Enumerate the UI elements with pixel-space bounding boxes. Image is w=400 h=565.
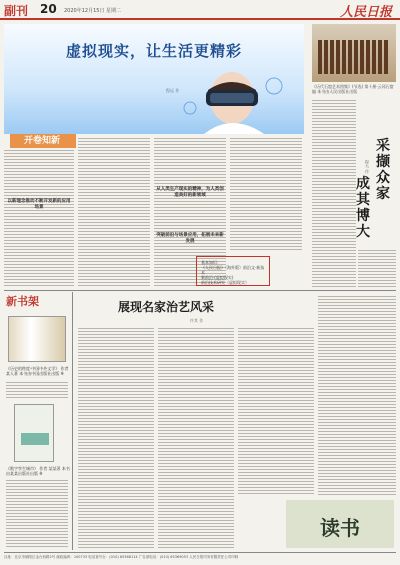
right-author: 程大 作 [365,160,370,174]
vr-headset-figure [174,68,294,134]
main-text-col2 [158,326,234,550]
reading-corner-logo [286,500,394,548]
book-cover-2 [14,404,54,462]
main-text-col3 [238,326,314,496]
page-header [0,0,400,20]
article-text-col1 [4,148,74,288]
book1-caption: 《历史的跨度·中国中外文学》 作者 某人著 本书由中国出版社出版 ※ [6,366,69,376]
subhead-1: 以新理念推动不断开发新的应用场景 [7,199,71,210]
article-text-col2 [78,136,150,288]
book1-text [6,380,68,400]
new-books-label: 新书架 [6,295,39,308]
book2-caption: 《数字孪生城市》 作者 某某著 本书由某某出版社出版 ※ [6,466,70,476]
masthead-logo: 人民日报 [339,5,392,20]
hero-credit: 程远 作 [166,88,180,93]
main-article-title: 展现名家治艺风采 [118,300,215,314]
reading-corner-label: 读书 [320,516,360,540]
section-name: 副刊 [4,4,29,18]
column-divider [72,292,73,550]
subhead-2: 从人类生产现实的精神，为人类创造美好的新领域 [156,187,224,198]
book-cover-1 [8,316,66,362]
notice-box: 基本知识： 《人民日报》（海外版）前沿文·新技术 新前沿·(虚拟现实) 前沿技术研究（虚拟现实） [196,256,270,286]
column-label: 开卷知新 [10,134,76,148]
right-text-col1 [312,98,356,288]
page-footer: 社址：北京市朝阳区金台西路2号 邮政编码：100733 电话查号台：(010) 65368114 广告部电话：(010) 65369053 人民日报印务有限责任公司印制 [4,552,396,560]
page-number: 20 [40,2,57,16]
issue-date: 2020年12月15日 星期二 [64,8,122,14]
right-title-line2: 成其博大 [356,176,370,240]
right-title-line1: 采撷众家 [376,138,390,202]
main-article-author: 许其 作 [190,318,204,323]
divider [4,290,396,291]
hero-title: 虚拟现实，让生活更精彩 [66,42,243,60]
main-text-col1 [78,326,154,550]
bookshelf-photo [312,24,396,82]
right-text-col2 [358,248,396,288]
article-text-col4 [230,136,302,252]
book2-text [6,478,68,548]
photo-caption: 《历代石窟艺术图集》(节选) 第十册·云冈石窟编 本书由人民出版社出版 [312,84,394,94]
hero-illustration [4,24,304,134]
subhead-3: 突破前沿与场景应用，拓展未来新发展 [156,233,224,244]
main-text-col4 [318,294,396,496]
